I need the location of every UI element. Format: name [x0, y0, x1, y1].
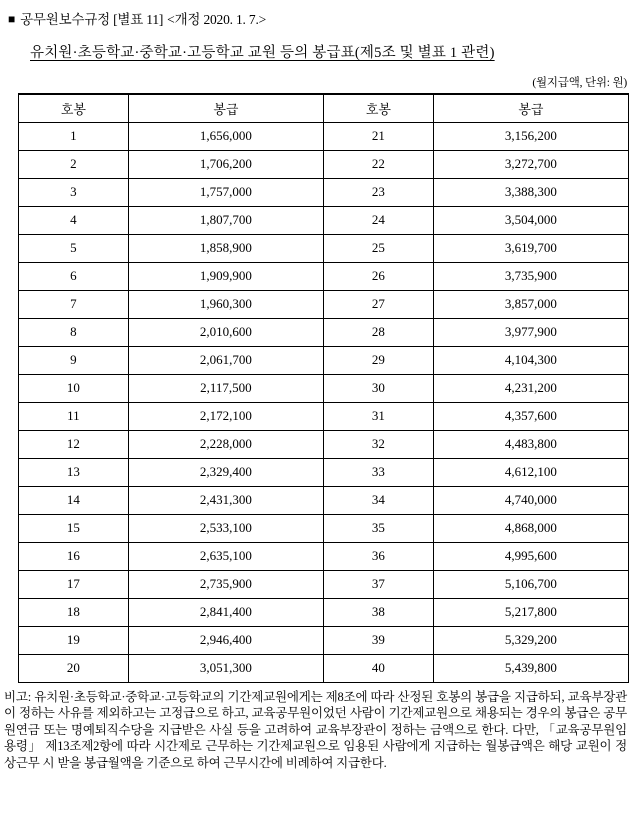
grade-cell: 30 — [323, 374, 433, 402]
salary-cell: 5,329,200 — [433, 626, 628, 654]
grade-cell: 4 — [19, 206, 129, 234]
salary-cell: 1,757,000 — [128, 178, 323, 206]
column-header: 봉급 — [128, 94, 323, 122]
table-row — [19, 122, 629, 150]
salary-cell: 3,504,000 — [433, 206, 628, 234]
salary-cell: 1,706,200 — [128, 150, 323, 178]
salary-table — [18, 93, 629, 683]
grade-cell: 39 — [323, 626, 433, 654]
table-row — [19, 374, 629, 402]
table-row — [19, 402, 629, 430]
grade-cell: 3 — [19, 178, 129, 206]
table-row — [19, 318, 629, 346]
grade-cell: 13 — [19, 458, 129, 486]
salary-cell: 3,272,700 — [433, 150, 628, 178]
salary-cell: 4,612,100 — [433, 458, 628, 486]
salary-cell: 3,857,000 — [433, 290, 628, 318]
grade-cell: 1 — [19, 122, 129, 150]
salary-cell: 3,977,900 — [433, 318, 628, 346]
grade-cell: 16 — [19, 542, 129, 570]
table-row — [19, 262, 629, 290]
grade-cell: 2 — [19, 150, 129, 178]
grade-cell: 33 — [323, 458, 433, 486]
grade-cell: 29 — [323, 346, 433, 374]
salary-cell: 4,868,000 — [433, 514, 628, 542]
grade-cell: 10 — [19, 374, 129, 402]
grade-cell: 25 — [323, 234, 433, 262]
salary-cell: 2,533,100 — [128, 514, 323, 542]
grade-cell: 9 — [19, 346, 129, 374]
table-row — [19, 150, 629, 178]
salary-cell: 1,807,700 — [128, 206, 323, 234]
salary-cell: 2,431,300 — [128, 486, 323, 514]
grade-cell: 37 — [323, 570, 433, 598]
salary-cell: 3,619,700 — [433, 234, 628, 262]
column-header: 봉급 — [433, 94, 628, 122]
column-header: 호봉 — [19, 94, 129, 122]
regulation-name: 공무원보수규정 [별표 11] — [20, 12, 164, 27]
salary-cell: 2,228,000 — [128, 430, 323, 458]
table-title: 유치원·초등학교·중학교·고등학교 교원 등의 봉급표(제5조 및 별표 1 관련) — [30, 45, 495, 61]
grade-cell: 28 — [323, 318, 433, 346]
table-row — [19, 570, 629, 598]
regulation-header — [8, 8, 629, 28]
grade-cell: 18 — [19, 598, 129, 626]
salary-cell: 2,172,100 — [128, 402, 323, 430]
grade-cell: 5 — [19, 234, 129, 262]
salary-cell: 2,635,100 — [128, 542, 323, 570]
salary-cell: 2,841,400 — [128, 598, 323, 626]
revision-date: <개정 2020. 1. 7.> — [167, 12, 267, 27]
footnote: 비고: 유치원·초등학교·중학교·고등학교의 기간제교원에게는 제8조에 따라 산정된 호봉의 봉급을 지급하되, 교육부장관이 정하는 사유를 제외하고는 고정급으로 하고, 교육공무원이었던 사람이 기간제교원으로 채용되는 경우의 봉급은 공무원연금 또는 명예퇴직수당을 지급받은 사실 등을 고려하여 교육부장관이 정하는 금액으로 한다. 다만, 「교육공무원임용령」 제13조제2항에 따라 시간제로 근무하는 기간제교원으로 임용된 사람에게 지급하는 월봉급액은 해당 교원이 정상근무 시 받을 봉급월액을 기준으로 하여 근무시간에 비례하여 지급한다. — [4, 689, 627, 770]
salary-cell: 2,329,400 — [128, 458, 323, 486]
table-row — [19, 486, 629, 514]
table-row — [19, 458, 629, 486]
grade-cell: 19 — [19, 626, 129, 654]
unit-note: (월지급액, 단위: 원) — [532, 77, 627, 89]
grade-cell: 17 — [19, 570, 129, 598]
grade-cell: 24 — [323, 206, 433, 234]
salary-cell: 3,388,300 — [433, 178, 628, 206]
salary-cell: 4,740,000 — [433, 486, 628, 514]
table-row — [19, 598, 629, 626]
salary-cell: 2,735,900 — [128, 570, 323, 598]
grade-cell: 15 — [19, 514, 129, 542]
table-row — [19, 290, 629, 318]
grade-cell: 8 — [19, 318, 129, 346]
grade-cell: 22 — [323, 150, 433, 178]
table-row — [19, 206, 629, 234]
salary-cell: 4,104,300 — [433, 346, 628, 374]
grade-cell: 27 — [323, 290, 433, 318]
grade-cell: 35 — [323, 514, 433, 542]
grade-cell: 20 — [19, 654, 129, 682]
grade-cell: 21 — [323, 122, 433, 150]
grade-cell: 14 — [19, 486, 129, 514]
salary-cell: 2,946,400 — [128, 626, 323, 654]
grade-cell: 7 — [19, 290, 129, 318]
grade-cell: 31 — [323, 402, 433, 430]
grade-cell: 23 — [323, 178, 433, 206]
table-row — [19, 430, 629, 458]
salary-cell: 3,735,900 — [433, 262, 628, 290]
table-row — [19, 234, 629, 262]
salary-cell: 4,995,600 — [433, 542, 628, 570]
salary-cell: 3,156,200 — [433, 122, 628, 150]
table-row — [19, 514, 629, 542]
salary-cell: 4,483,800 — [433, 430, 628, 458]
grade-cell: 32 — [323, 430, 433, 458]
salary-cell: 4,357,600 — [433, 402, 628, 430]
salary-cell: 1,960,300 — [128, 290, 323, 318]
grade-cell: 38 — [323, 598, 433, 626]
salary-cell: 3,051,300 — [128, 654, 323, 682]
grade-cell: 36 — [323, 542, 433, 570]
salary-cell: 5,106,700 — [433, 570, 628, 598]
grade-cell: 6 — [19, 262, 129, 290]
grade-cell: 12 — [19, 430, 129, 458]
grade-cell: 11 — [19, 402, 129, 430]
grade-cell: 26 — [323, 262, 433, 290]
table-row — [19, 346, 629, 374]
salary-cell: 5,439,800 — [433, 654, 628, 682]
salary-cell: 1,909,900 — [128, 262, 323, 290]
salary-cell: 5,217,800 — [433, 598, 628, 626]
column-header: 호봉 — [323, 94, 433, 122]
salary-cell: 2,061,700 — [128, 346, 323, 374]
salary-cell: 1,656,000 — [128, 122, 323, 150]
salary-cell: 4,231,200 — [433, 374, 628, 402]
table-row — [19, 542, 629, 570]
grade-cell: 34 — [323, 486, 433, 514]
table-row — [19, 626, 629, 654]
grade-cell: 40 — [323, 654, 433, 682]
table-row — [19, 178, 629, 206]
salary-cell: 2,010,600 — [128, 318, 323, 346]
bullet-square-icon: ■ — [8, 12, 16, 26]
salary-cell: 1,858,900 — [128, 234, 323, 262]
salary-cell: 2,117,500 — [128, 374, 323, 402]
table-row — [19, 654, 629, 682]
table-header-row — [19, 94, 629, 122]
